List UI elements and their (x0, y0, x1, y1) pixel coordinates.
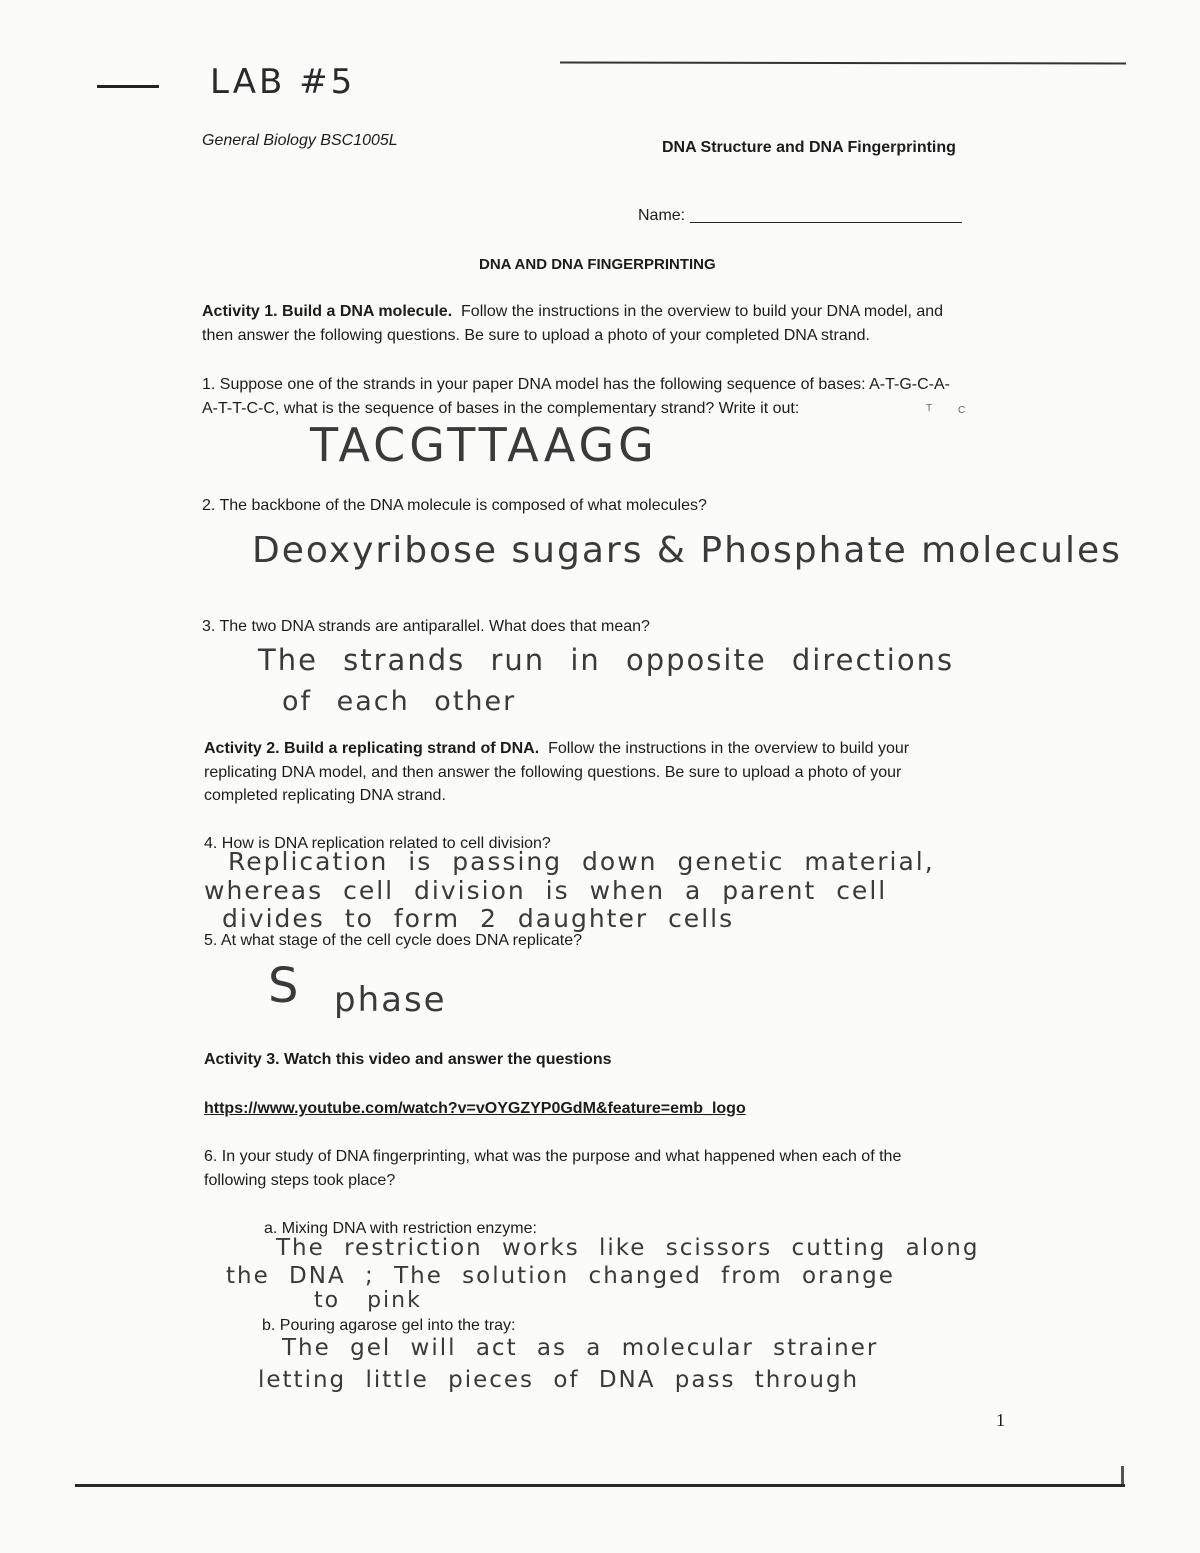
corner-dash (97, 85, 159, 88)
q3-question: 3. The two DNA strands are antiparallel. What does that mean? (202, 618, 650, 635)
q6b-answer-2: letting little pieces of DNA pass through (258, 1367, 860, 1393)
q2-question: 2. The backbone of the DNA molecule is composed of what molecules? (202, 497, 707, 514)
page-number: 1 (996, 1410, 1005, 1430)
activity3-heading: Activity 3. Watch this video and answer the questions (204, 1051, 612, 1068)
q6a-label: a. Mixing DNA with restriction enzyme: (264, 1220, 537, 1237)
q4-answer-3: divides to form 2 daughter cells (222, 904, 735, 933)
activity1-intro (202, 300, 943, 323)
q6a-answer-2: the DNA ; The solution changed from orange (226, 1263, 895, 1289)
q1-answer: TACGTTAAGG (310, 418, 658, 472)
q5-question: 5. At what stage of the cell cycle does DNA replicate? (204, 932, 582, 949)
video-link[interactable]: https://www.youtube.com/watch?v=vOYGZYP0GdM&feature=emb_logo (204, 1100, 746, 1117)
activity2-intro (204, 737, 909, 760)
q5-answer-s: S (268, 958, 301, 1014)
header-rule (560, 62, 1126, 65)
activity1-text-1: Follow the instructions in the overview to build your DNA model, and (461, 303, 944, 320)
section-title: DNA AND DNA FINGERPRINTING (479, 256, 716, 273)
worksheet-title: DNA Structure and DNA Fingerprinting (662, 139, 956, 156)
name-label: Name: (638, 207, 686, 224)
q1-mark-t: T (926, 403, 933, 414)
activity2-text-1: Follow the instructions in the overview to build your (548, 740, 910, 757)
q6b-label: b. Pouring agarose gel into the tray: (262, 1317, 516, 1334)
footer-rule (75, 1484, 1125, 1487)
q1-mark-c: C (958, 405, 966, 416)
q2-answer: Deoxyribose sugars & Phosphate molecules (252, 530, 1122, 571)
q4-answer-2: whereas cell division is when a parent cell (204, 876, 888, 905)
q4-question: 4. How is DNA replication related to cell division? (204, 835, 551, 852)
q1-line-1: 1. Suppose one of the strands in your paper DNA model has the following sequence of bases: A-T-G-C-A- (202, 376, 950, 393)
q6-line-1: 6. In your study of DNA fingerprinting, what was the purpose and what happened when each of the (204, 1148, 902, 1165)
q6b-answer-1: The gel will act as a molecular strainer (282, 1335, 879, 1361)
q1-line-2: A-T-T-C-C, what is the sequence of bases in the complementary strand? Write it out: (202, 400, 800, 417)
activity1-text-2: then answer the following questions. Be sure to upload a photo of your completed DNA strand. (202, 327, 870, 344)
q4-answer-1: Replication is passing down genetic material, (228, 847, 935, 876)
scan-edge-mark (1121, 1466, 1124, 1486)
q3-answer-1: The strands run in opposite directions (258, 643, 955, 677)
activity2-text-3: completed replicating DNA strand. (204, 787, 446, 804)
activity2-heading: Activity 2. Build a replicating strand of DNA. (204, 740, 540, 757)
lab-number: LAB #5 (210, 62, 356, 102)
q6a-answer-1: The restriction works like scissors cutting along (276, 1235, 980, 1261)
activity1-heading: Activity 1. Build a DNA molecule. (202, 303, 453, 320)
q3-answer-2: of each other (282, 686, 517, 717)
q6a-answer-3: to pink (314, 1288, 422, 1313)
q5-answer-phase: phase (334, 980, 447, 1020)
activity2-text-2: replicating DNA model, and then answer the following questions. Be sure to upload a photo of your (204, 764, 902, 781)
name-field-line (690, 222, 962, 223)
q6-line-2: following steps took place? (204, 1172, 396, 1189)
course-name: General Biology BSC1005L (202, 132, 398, 149)
